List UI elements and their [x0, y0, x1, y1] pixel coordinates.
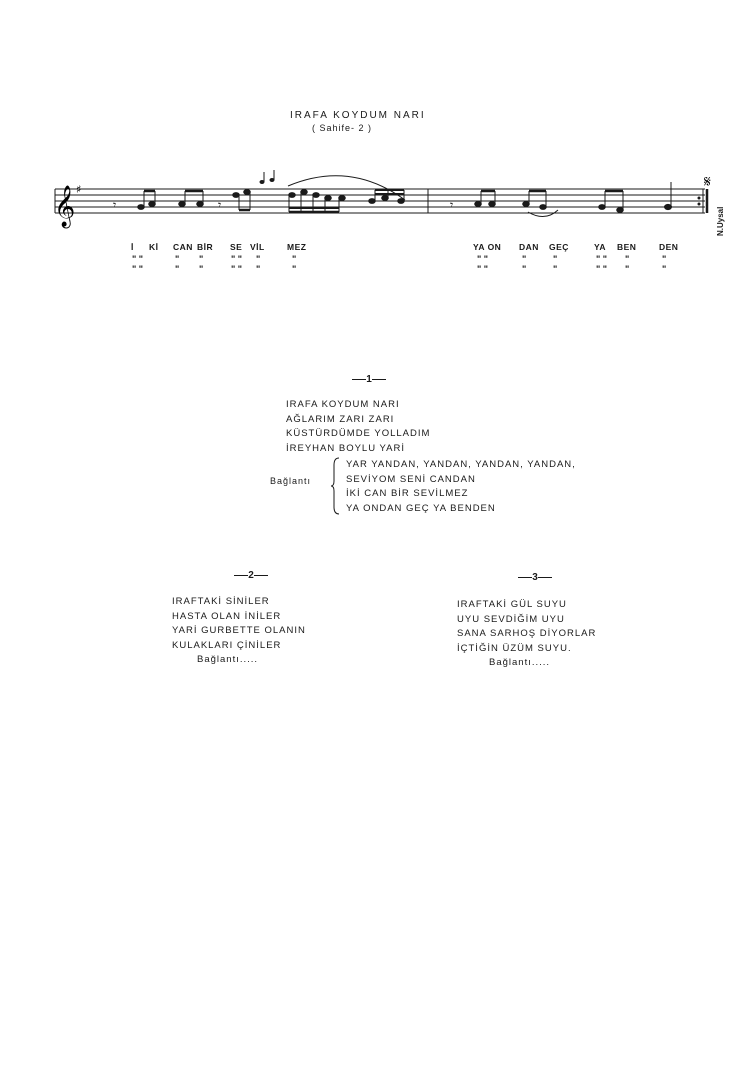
lyric-syllable: VİL	[250, 242, 265, 252]
ditto-mark: " "	[231, 264, 243, 274]
chorus-label: Bağlantı	[270, 476, 312, 486]
verse-line: KÜSTÜRDÜMDE YOLLADIM	[286, 428, 431, 439]
verse-number-3: 3	[510, 572, 560, 583]
treble-clef-icon: 𝄞	[54, 186, 76, 227]
chorus	[346, 458, 576, 516]
ditto-mark: " "	[132, 264, 144, 274]
lyric-syllable: BEN	[617, 242, 637, 252]
chorus-line: YA ONDAN GEÇ YA BENDEN	[346, 502, 496, 514]
ditto-mark: "	[522, 254, 527, 264]
svg-text:𝄾: 𝄾	[113, 198, 117, 212]
verse-1	[286, 398, 430, 456]
ditto-mark: "	[662, 264, 667, 274]
ditto-mark: " "	[596, 264, 608, 274]
verse-line: IRAFA KOYDUM NARI	[286, 399, 400, 410]
ditto-mark: "	[256, 254, 261, 264]
segno-icon: 𝄋	[704, 172, 711, 191]
ditto-mark: "	[553, 254, 558, 264]
page-subtitle: ( Sahife- 2 )	[312, 123, 373, 133]
verse-line: İÇTİĞİN ÜZÜM SUYU.	[457, 642, 572, 654]
verse-line: AĞLARIM ZARI ZARI	[286, 413, 395, 425]
chorus-line: İKİ CAN BİR SEVİLMEZ	[346, 488, 469, 499]
ditto-mark: "	[175, 264, 180, 274]
ditto-mark: "	[292, 264, 297, 274]
chorus-reference: Bağlantı.....	[489, 657, 551, 668]
music-score	[0, 160, 750, 290]
chorus-line: YAR YANDAN, YANDAN, YANDAN, YANDAN,	[346, 459, 576, 470]
lyric-syllable: DAN	[519, 242, 539, 252]
verse-line: İREYHAN BOYLU YARİ	[286, 442, 406, 454]
lyric-syllable: Kİ	[149, 242, 159, 252]
lyric-syllable: YA ON	[473, 242, 502, 252]
verse-2	[172, 595, 306, 668]
ditto-mark: "	[662, 254, 667, 264]
ditto-mark: "	[553, 264, 558, 274]
chorus-line: SEVİYOM SENİ CANDAN	[346, 473, 476, 485]
ditto-mark: "	[199, 254, 204, 264]
verse-number-1: 1	[344, 374, 394, 385]
lyric-syllable: MEZ	[287, 242, 307, 252]
lyric-syllable: SE	[230, 242, 243, 252]
sharp-icon: ♯	[76, 183, 82, 196]
ditto-mark: " "	[231, 254, 243, 264]
verse-3	[457, 598, 596, 671]
song-title: IRAFA KOYDUM NARI	[290, 110, 426, 121]
verse-line: IRAFTAKİ GÜL SUYU	[457, 599, 567, 610]
ditto-mark: "	[256, 264, 261, 274]
chorus-reference: Bağlantı.....	[197, 654, 259, 665]
lyric-syllable: İ	[131, 242, 134, 252]
lyric-syllable: GEÇ	[549, 242, 569, 252]
verse-line: HASTA OLAN İNİLER	[172, 610, 282, 622]
ditto-mark: "	[199, 264, 204, 274]
ditto-mark: " "	[477, 264, 489, 274]
lyric-syllable: BİR	[197, 242, 214, 252]
staff-notation	[0, 160, 750, 290]
ditto-mark: "	[175, 254, 180, 264]
ditto-mark: "	[625, 264, 630, 274]
ditto-mark: "	[625, 254, 630, 264]
lyric-syllable: CAN	[173, 242, 193, 252]
composer-credit: N.Uysal	[716, 206, 725, 236]
lyric-syllable: YA	[594, 242, 607, 252]
verse-line: KULAKLARI ÇİNİLER	[172, 639, 282, 651]
lyric-syllable: DEN	[659, 242, 679, 252]
ditto-mark: " "	[477, 254, 489, 264]
verse-line: YARİ GURBETTE OLANIN	[172, 625, 306, 636]
chorus-brace	[330, 457, 340, 515]
svg-text:𝄾: 𝄾	[218, 198, 222, 212]
svg-text:𝄾: 𝄾	[450, 198, 454, 212]
ditto-mark: "	[292, 254, 297, 264]
ditto-mark: " "	[596, 254, 608, 264]
verse-line: IRAFTAKİ SİNİLER	[172, 596, 270, 607]
verse-number-2: 2	[226, 570, 276, 581]
ditto-mark: " "	[132, 254, 144, 264]
verse-line: SANA SARHOŞ DİYORLAR	[457, 628, 597, 639]
ditto-mark: "	[522, 264, 527, 274]
verse-line: UYU SEVDİĞİM UYU	[457, 613, 565, 625]
